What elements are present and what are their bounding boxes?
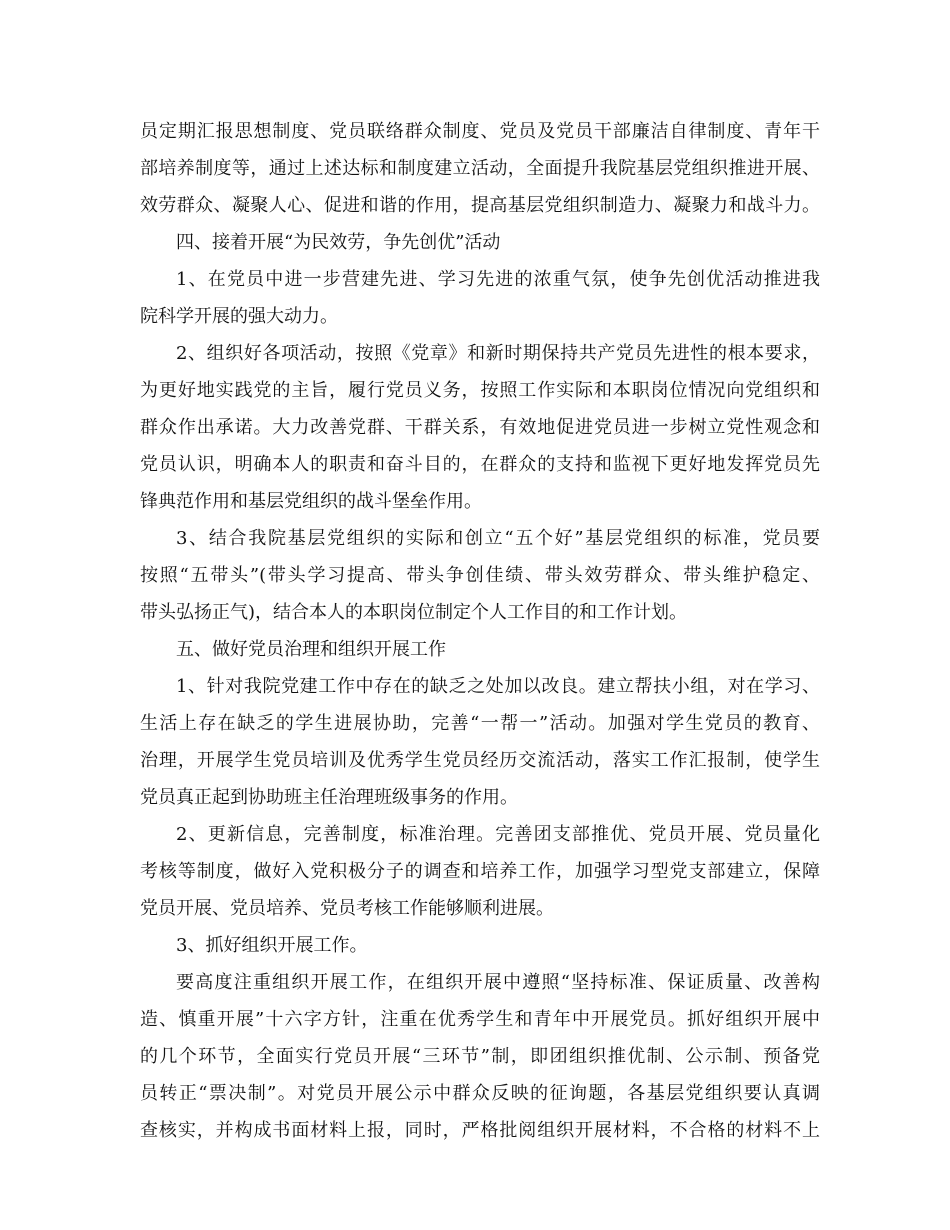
text-line: 效劳群众、凝聚人心、促进和谐的作用，提高基层党组织制造力、凝聚力和战斗力。 [140,195,820,216]
text-line: 部培养制度等，通过上述达标和制度建立活动，全面提升我院基层党组织推进开展、 [140,158,820,179]
text-line: 1、针对我院党建工作中存在的缺乏之处加以改良。建立帮扶小组，对在学习、 [176,676,820,697]
text-line: 五、做好党员治理和组织开展工作 [176,639,446,660]
text-line: 四、接着开展“为民效劳，争先创优”活动 [176,232,501,253]
text-line: 治理，开展学生党员培训及优秀学生党员经历交流活动，落实工作汇报制，使学生 [140,750,820,771]
text-line: 按照“五带头”(带头学习提高、带头争创佳绩、带头效劳群众、带头维护稳定、 [140,565,820,586]
text-line: 考核等制度，做好入党积极分子的调查和培养工作，加强学习型党支部建立，保障 [140,861,820,882]
text-line: 造、慎重开展”十六字方针，注重在优秀学生和青年中开展党员。抓好组织开展中 [140,1009,820,1030]
text-line: 群众作出承诺。大力改善党群、干群关系，有效地促进党员进一步树立党性观念和 [140,417,820,438]
text-line: 2、组织好各项活动，按照《党章》和新时期保持共产党员先进性的根本要求， [176,343,820,364]
text-line: 员转正“票决制”。对党员开展公示中群众反映的征询题，各基层党组织要认真调 [140,1083,820,1104]
text-line: 生活上存在缺乏的学生进展协助，完善“一帮一”活动。加强对学生党员的教育、 [140,713,820,734]
document-body [140,113,820,1149]
text-line: 为更好地实践党的主旨，履行党员义务，按照工作实际和本职岗位情况向党组织和 [140,380,820,401]
text-line: 员定期汇报思想制度、党员联络群众制度、党员及党员干部廉洁自律制度、青年干 [140,121,820,142]
text-line: 1、在党员中进一步营建先进、学习先进的浓重气氛，使争先创优活动推进我 [176,269,820,290]
text-line: 3、结合我院基层党组织的实际和创立“五个好”基层党组织的标准，党员要 [176,528,820,549]
text-line: 3、抓好组织开展工作。 [176,935,368,956]
text-line: 2、更新信息，完善制度，标准治理。完善团支部推优、党员开展、党员量化 [176,824,820,845]
text-line: 院科学开展的强大动力。 [140,306,338,327]
text-line: 党员真正起到协助班主任治理班级事务的作用。 [140,787,518,808]
text-line: 查核实，并构成书面材料上报，同时，严格批阅组织开展材料，不合格的材料不上 [140,1120,820,1141]
text-line: 锋典范作用和基层党组织的战斗堡垒作用。 [140,491,482,512]
text-line: 带头弘扬正气)，结合本人的本职岗位制定个人工作目的和工作计划。 [140,602,688,623]
text-line: 要高度注重组织开展工作，在组织开展中遵照“坚持标准、保证质量、改善构 [176,972,820,993]
text-line: 党员开展、党员培养、党员考核工作能够顺利进展。 [140,898,554,919]
text-line: 党员认识，明确本人的职责和奋斗目的，在群众的支持和监视下更好地发挥党员先 [140,454,820,475]
text-line: 的几个环节，全面实行党员开展“三环节”制，即团组织推优制、公示制、预备党 [140,1046,820,1067]
